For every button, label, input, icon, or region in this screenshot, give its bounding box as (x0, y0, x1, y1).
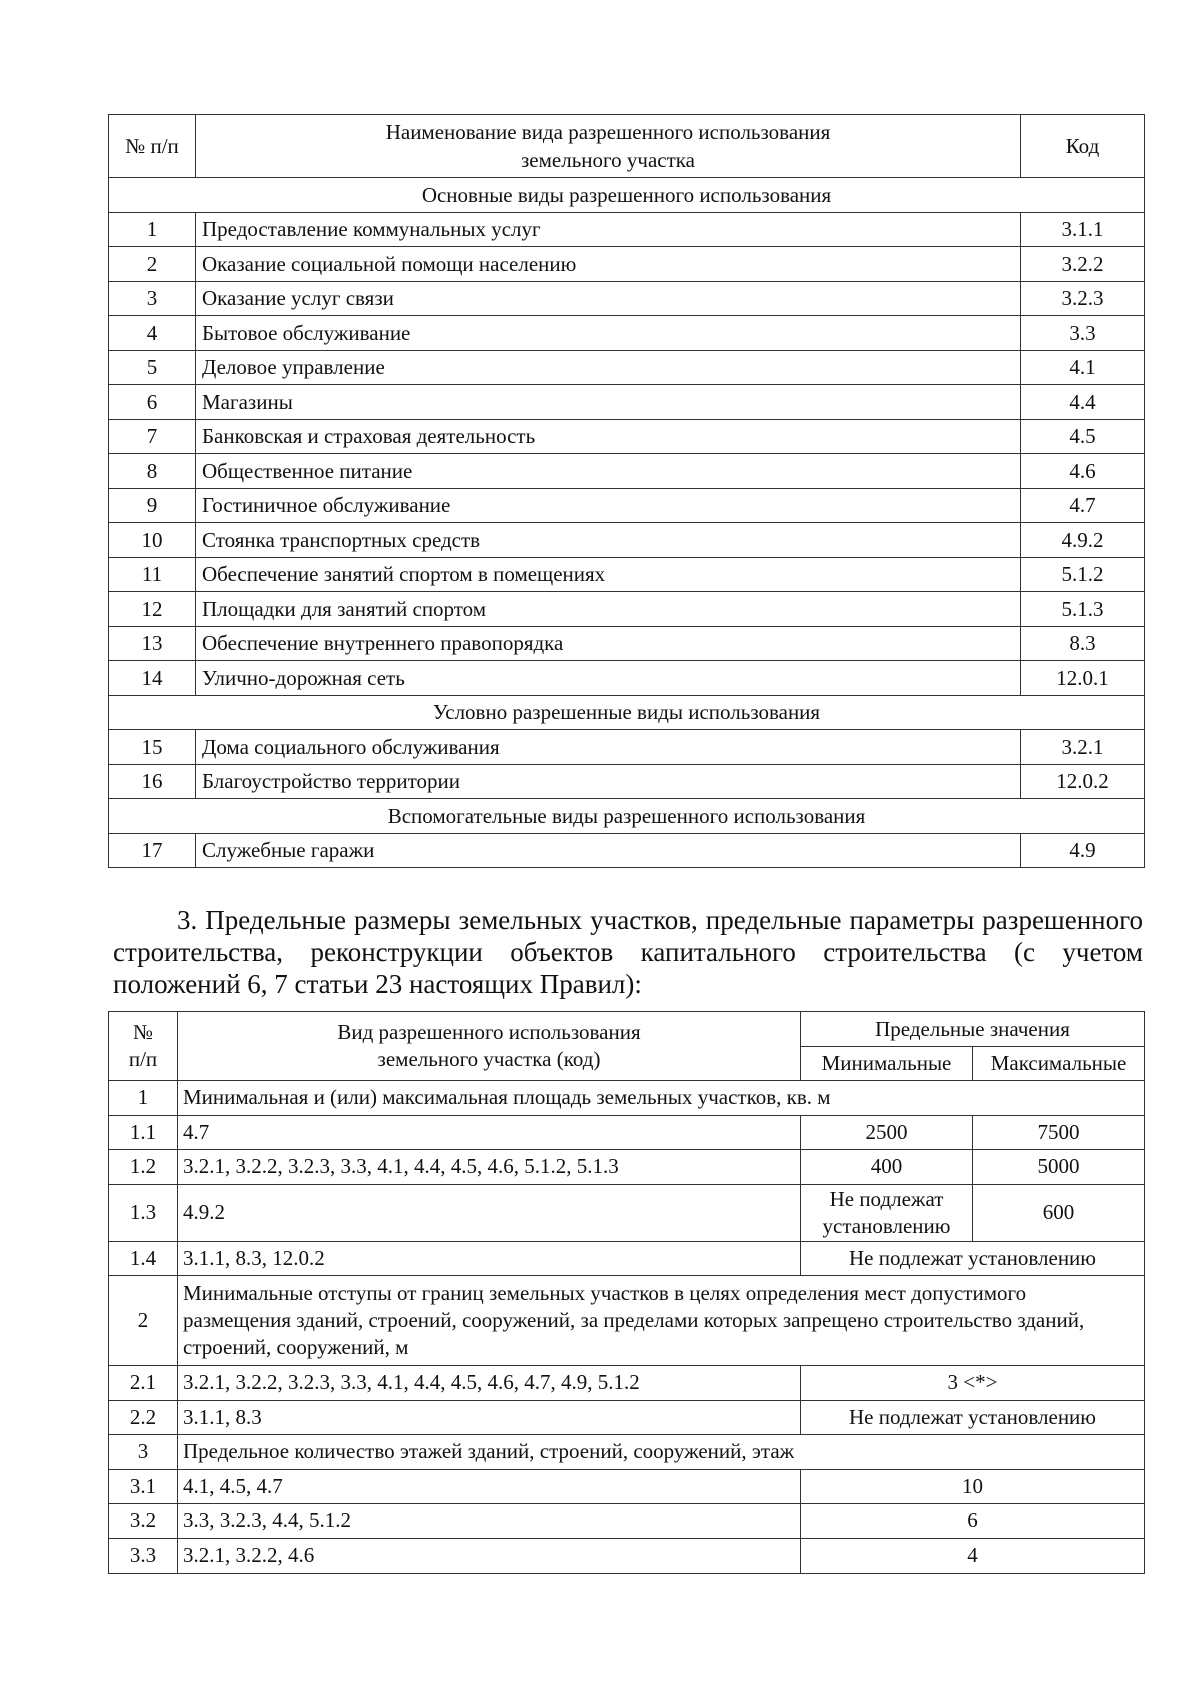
group-row (109, 1081, 1145, 1116)
row-name: Улично-дорожная сеть (196, 661, 1021, 696)
row-number: 6 (109, 385, 196, 420)
row-number: 3 (109, 281, 196, 316)
header-number (109, 1012, 178, 1081)
table-row (109, 626, 1145, 661)
row-code: 4.1 (1021, 350, 1145, 385)
row-code: 3.1.1 (1021, 212, 1145, 247)
row-value: 10 (801, 1469, 1145, 1504)
table-row (109, 557, 1145, 592)
row-number: 4 (109, 316, 196, 351)
row-codes: 3.3, 3.2.3, 4.4, 5.1.2 (178, 1504, 801, 1539)
header-max: Максимальные (973, 1047, 1145, 1081)
row-name: Бытовое обслуживание (196, 316, 1021, 351)
table-row (109, 316, 1145, 351)
row-number: 2 (109, 1276, 178, 1366)
header-kind-line1: Вид разрешенного использования (337, 1020, 641, 1044)
row-number: 1 (109, 1081, 178, 1116)
row-max: 600 (973, 1184, 1145, 1241)
row-code: 4.6 (1021, 454, 1145, 489)
section-title: Условно разрешенные виды использования (109, 695, 1145, 730)
row-code: 3.2.1 (1021, 730, 1145, 765)
row-number: 11 (109, 557, 196, 592)
group-row (109, 1435, 1145, 1470)
row-name: Оказание услуг связи (196, 281, 1021, 316)
row-number: 7 (109, 419, 196, 454)
row-codes: 3.2.1, 3.2.2, 4.6 (178, 1538, 801, 1573)
table-row (109, 1366, 1145, 1401)
row-min (801, 1184, 973, 1241)
table-row (109, 385, 1145, 420)
table-row (109, 488, 1145, 523)
table-row (109, 247, 1145, 282)
section-paragraph (113, 904, 1143, 1000)
row-code: 3.2.2 (1021, 247, 1145, 282)
row-codes: 4.9.2 (178, 1184, 801, 1241)
table-row (109, 1504, 1145, 1539)
row-name: Обеспечение внутреннего правопорядка (196, 626, 1021, 661)
row-code: 5.1.2 (1021, 557, 1145, 592)
row-code: 12.0.1 (1021, 661, 1145, 696)
row-number: 15 (109, 730, 196, 765)
row-name: Гостиничное обслуживание (196, 488, 1021, 523)
header-limits: Предельные значения (801, 1012, 1145, 1047)
row-number: 3 (109, 1435, 178, 1470)
row-number: 10 (109, 523, 196, 558)
row-code: 5.1.3 (1021, 592, 1145, 627)
section-title: Вспомогательные виды разрешенного использования (109, 799, 1145, 834)
row-name: Обеспечение занятий спортом в помещениях (196, 557, 1021, 592)
table-row (109, 1115, 1145, 1150)
row-number: 2.2 (109, 1400, 178, 1435)
paragraph-text: 3. Предельные размеры земельных участков, предельные параметры разрешенного строительства, реконструкции объектов капитального строительства (с учетом положений 6, 7 статьи 23 настоящих Правил): (113, 905, 1143, 999)
row-number: 14 (109, 661, 196, 696)
header-number-line1: № (132, 1020, 154, 1044)
row-name: Стоянка транспортных средств (196, 523, 1021, 558)
table-row (109, 730, 1145, 765)
row-value: Не подлежат установлению (801, 1400, 1145, 1435)
permitted-use-table (108, 114, 1145, 868)
header-code: Код (1021, 115, 1145, 178)
row-number: 1.4 (109, 1241, 178, 1276)
table-row (109, 661, 1145, 696)
row-number: 1.3 (109, 1184, 178, 1241)
row-value: 6 (801, 1504, 1145, 1539)
table-row (109, 1400, 1145, 1435)
row-name: Общественное питание (196, 454, 1021, 489)
row-code: 8.3 (1021, 626, 1145, 661)
row-number: 1.1 (109, 1115, 178, 1150)
row-name: Благоустройство территории (196, 764, 1021, 799)
row-number: 5 (109, 350, 196, 385)
section-title: Основные виды разрешенного использования (109, 178, 1145, 213)
row-codes: 4.1, 4.5, 4.7 (178, 1469, 801, 1504)
row-code: 4.7 (1021, 488, 1145, 523)
row-number: 1.2 (109, 1150, 178, 1185)
row-code: 3.2.3 (1021, 281, 1145, 316)
table-header-row (109, 1012, 1145, 1047)
table-row (109, 833, 1145, 868)
row-name: Деловое управление (196, 350, 1021, 385)
row-code: 4.5 (1021, 419, 1145, 454)
table-row (109, 1241, 1145, 1276)
table-row (109, 592, 1145, 627)
row-number: 3.2 (109, 1504, 178, 1539)
row-code: 4.9 (1021, 833, 1145, 868)
row-number: 12 (109, 592, 196, 627)
row-number: 3.1 (109, 1469, 178, 1504)
table-row (109, 212, 1145, 247)
row-number: 16 (109, 764, 196, 799)
row-min-line2: установлению (822, 1213, 951, 1238)
row-min-line1: Не подлежат (829, 1186, 944, 1211)
row-max: 5000 (973, 1150, 1145, 1185)
row-number: 8 (109, 454, 196, 489)
table-row (109, 523, 1145, 558)
table-header-row (109, 115, 1145, 178)
row-codes: 3.1.1, 8.3, 12.0.2 (178, 1241, 801, 1276)
row-number: 17 (109, 833, 196, 868)
row-codes: 3.1.1, 8.3 (178, 1400, 801, 1435)
row-name: Служебные гаражи (196, 833, 1021, 868)
header-kind-line2: земельного участка (код) (377, 1047, 601, 1071)
group-text: Минимальные отступы от границ земельных участков в целях определения мест допустимого размещения зданий, строений, сооружений, за пределами которых запрещено строительство зданий, строений, сооружений, м (178, 1276, 1145, 1366)
row-number: 1 (109, 212, 196, 247)
limits-table (108, 1011, 1145, 1574)
table-row (109, 1184, 1145, 1241)
row-number: 13 (109, 626, 196, 661)
row-value: 3 <*> (801, 1366, 1145, 1401)
row-max: 7500 (973, 1115, 1145, 1150)
header-number-line2: п/п (128, 1047, 158, 1071)
header-name-line2: земельного участка (521, 148, 695, 172)
header-kind (178, 1012, 801, 1081)
row-name: Банковская и страховая деятельность (196, 419, 1021, 454)
row-code: 12.0.2 (1021, 764, 1145, 799)
row-code: 4.9.2 (1021, 523, 1145, 558)
row-number: 2.1 (109, 1366, 178, 1401)
table-row (109, 1469, 1145, 1504)
header-name-line1: Наименование вида разрешенного использования (385, 120, 831, 144)
row-number: 3.3 (109, 1538, 178, 1573)
row-codes: 3.2.1, 3.2.2, 3.2.3, 3.3, 4.1, 4.4, 4.5, 4.6, 5.1.2, 5.1.3 (178, 1150, 801, 1185)
group-text: Предельное количество этажей зданий, строений, сооружений, этаж (178, 1435, 1145, 1470)
row-number: 9 (109, 488, 196, 523)
table-row (109, 1538, 1145, 1573)
row-code: 3.3 (1021, 316, 1145, 351)
section-row (109, 695, 1145, 730)
group-row (109, 1276, 1145, 1366)
header-name (196, 115, 1021, 178)
row-value: Не подлежат установлению (801, 1241, 1145, 1276)
section-row (109, 799, 1145, 834)
row-value: 4 (801, 1538, 1145, 1573)
section-row (109, 178, 1145, 213)
row-codes: 4.7 (178, 1115, 801, 1150)
row-name: Площадки для занятий спортом (196, 592, 1021, 627)
table-row (109, 281, 1145, 316)
row-name: Дома социального обслуживания (196, 730, 1021, 765)
header-number: № п/п (109, 115, 196, 178)
table-row (109, 350, 1145, 385)
table-row (109, 419, 1145, 454)
group-text: Минимальная и (или) максимальная площадь земельных участков, кв. м (178, 1081, 1145, 1116)
row-code: 4.4 (1021, 385, 1145, 420)
row-name: Оказание социальной помощи населению (196, 247, 1021, 282)
row-name: Предоставление коммунальных услуг (196, 212, 1021, 247)
header-min: Минимальные (801, 1047, 973, 1081)
table-row (109, 454, 1145, 489)
table-row (109, 1150, 1145, 1185)
row-codes: 3.2.1, 3.2.2, 3.2.3, 3.3, 4.1, 4.4, 4.5, 4.6, 4.7, 4.9, 5.1.2 (178, 1366, 801, 1401)
row-name: Магазины (196, 385, 1021, 420)
row-min: 2500 (801, 1115, 973, 1150)
row-number: 2 (109, 247, 196, 282)
table-row (109, 764, 1145, 799)
row-min: 400 (801, 1150, 973, 1185)
